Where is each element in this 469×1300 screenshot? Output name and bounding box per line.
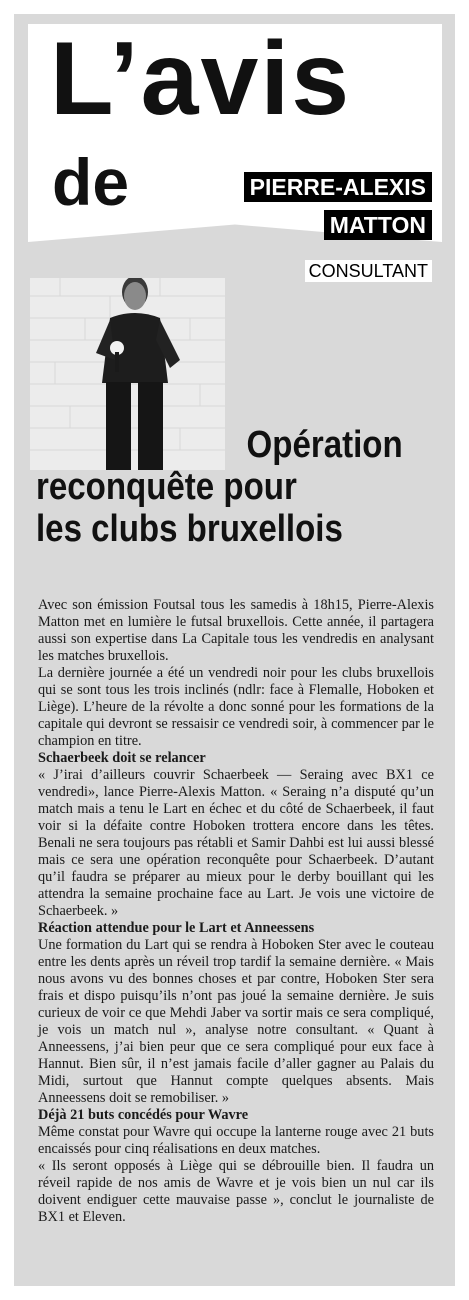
headline-line-1: Opération	[246, 424, 403, 466]
article-paragraph: Même constat pour Wavre qui occupe la lanterne rouge avec 21 buts encaissés pour cinq réalisations en deux matches.	[38, 1124, 434, 1157]
article-paragraph: « Ils seront opposés à Liège qui se débrouille bien. Il faudra un réveil rapide de nos amis de Wavre et je vois bien un nul car ils doivent endiguer cette mauvaise passe », conclut le journaliste de BX1 et Eleven.	[38, 1158, 434, 1225]
headline	[36, 424, 401, 550]
article-intro: Avec son émission Foutsal tous les samedis à 18h15, Pierre-Alexis Matton met en lumière le futsal bruxellois. Cette année, il partagera aussi son expertise dans La Capitale tous les vendredis en analysant les matches bruxellois.	[38, 597, 434, 664]
article-paragraph: Une formation du Lart qui se rendra à Hoboken Ster avec le couteau entre les dents après un réveil trop tardif la semaine dernière. « Mais nous avons vu des bonnes choses et par contre, Hoboken Ster sera frais et dispo puisqu’ils n’ont pas joué la semaine dernière. Je suis curieux de voir ce que Mehdi Jaber va sortir mais ce sera compliqué, je vois un match nul », analyse notre consultant. « Quant à Anneessens, j’ai bien peur que ce sera compliqué pour eux face à Hannut. Bien sûr, il n’est jamais facile d’aller gagner au Palais du Midi, surtout que Hannut compte quelques absents. Mais Anneessens doit se remobiliser. »	[38, 937, 434, 1106]
article-subheading: Schaerbeek doit se relancer	[38, 750, 206, 766]
article-body	[38, 597, 434, 1226]
column-title: L’avis	[50, 21, 352, 137]
author-first-name: PIERRE-ALEXIS	[244, 172, 432, 202]
author-role: CONSULTANT	[305, 260, 432, 282]
article-subheading: Déjà 21 buts concédés pour Wavre	[38, 1107, 249, 1123]
article-paragraph: La dernière journée a été un vendredi noir pour les clubs bruxellois qui se sont tous les trois inclinés (ndlr: face à Flemalle, Hoboken et Liège). L’heure de la révolte a donc sonné pour les formations de la capitale qui devront se ressaisir ce vendredi soir, à commencer par le champion en titre.	[38, 665, 434, 749]
article-subheading: Réaction attendue pour le Lart et Anneessens	[38, 920, 315, 936]
article-paragraph: « J’irai d’ailleurs couvrir Schaerbeek — Seraing avec BX1 ce vendredi», lance Pierre-Alexis Matton. « Seraing n’a disputé qu’un match mais a tenu le Lart en échec et du côté de Schaerbeek, il faut voir si la défaite contre Hoboken trottera encore dans les têtes. Benali ne sera toujours pas rétabli et Samir Dahbi est lui aussi blessé mais ce sera une opération reconquête pour Schaerbeek. D’autant qu’il faudra se préparer au mieux pour le derby bouillant qui les attendra la semaine prochaine face au Lart. Je vois une victoire de Schaerbeek. »	[38, 767, 434, 919]
column-title-de: de	[52, 145, 130, 219]
author-last-name: MATTON	[324, 210, 432, 240]
headline-line-2: reconquête pour	[36, 466, 297, 508]
headline-line-3: les clubs bruxellois	[36, 508, 343, 550]
